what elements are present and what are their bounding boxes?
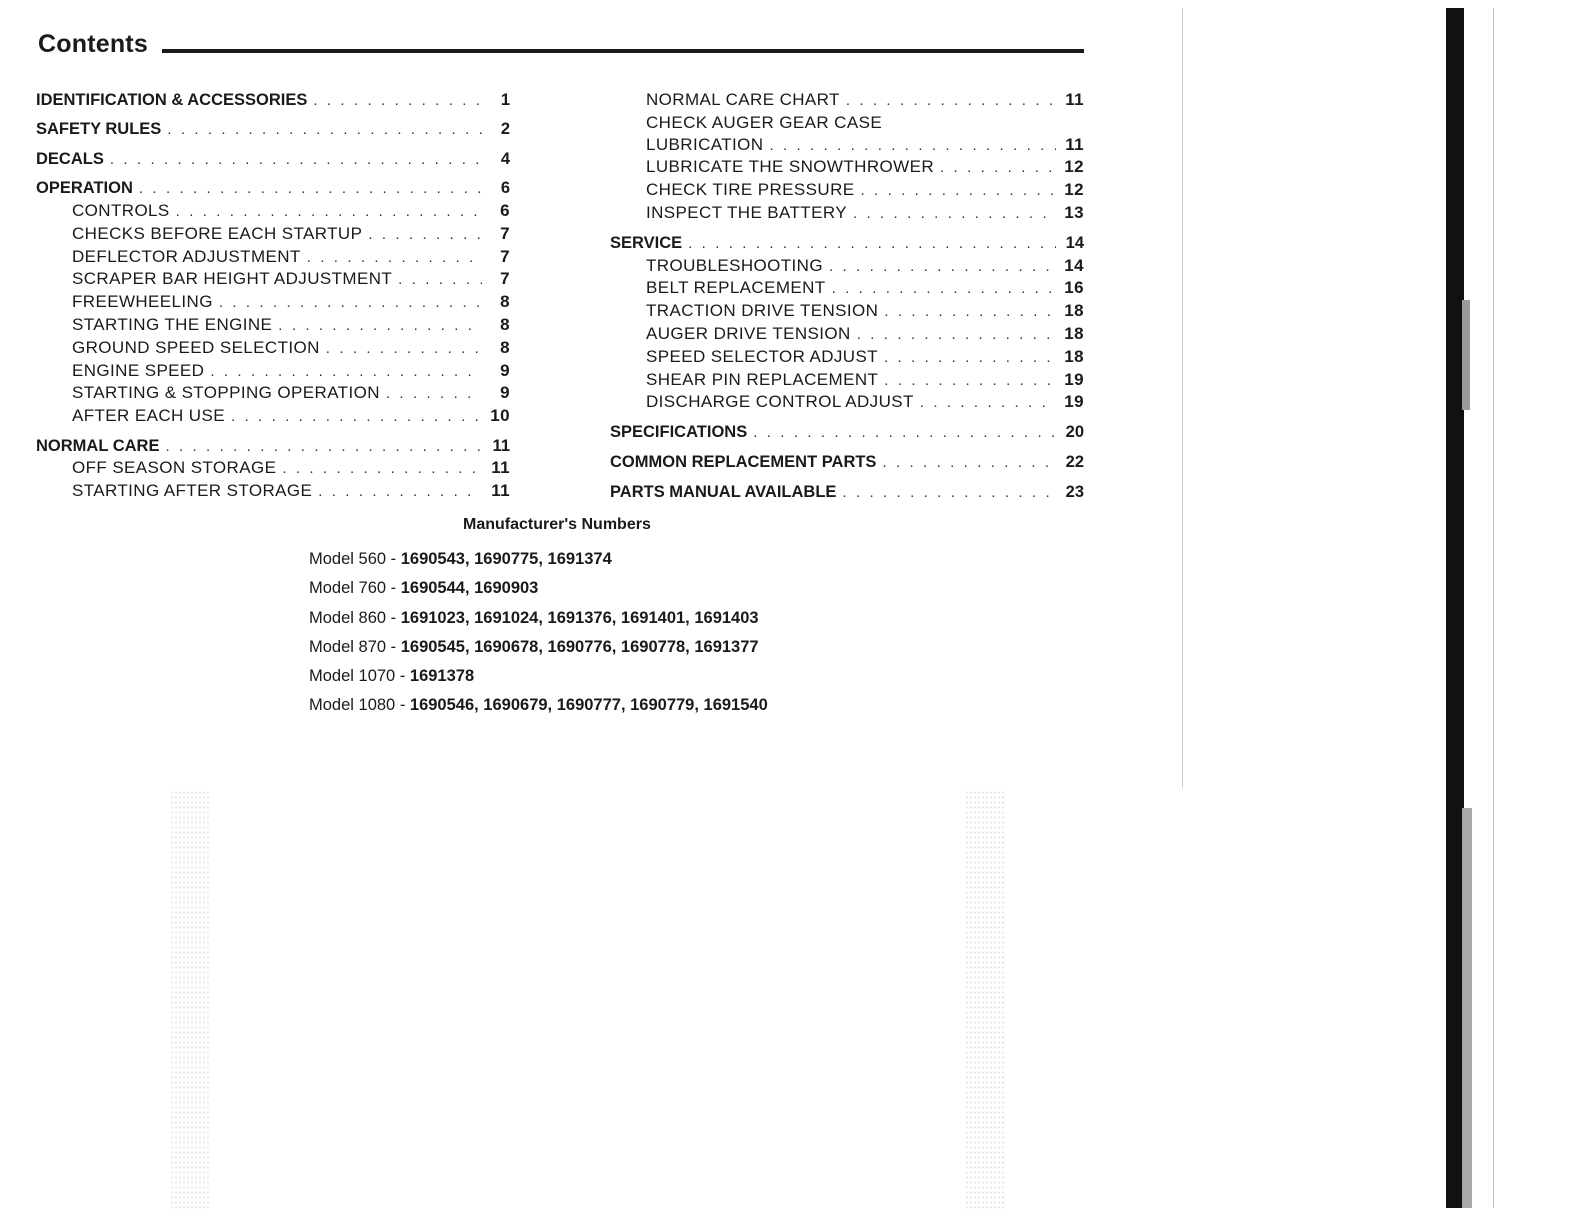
model-name: Model 560 - [309, 550, 401, 568]
leader-dots [769, 135, 1056, 157]
toc-entry-page: 20 [1065, 423, 1084, 442]
toc-entry[interactable] [36, 314, 510, 337]
scan-edge-gray [1462, 300, 1470, 410]
toc-entry-page: 12 [1064, 157, 1084, 177]
toc-entry-label: SAFETY RULES [36, 120, 162, 139]
toc-entry-label: FREEWHEELING [72, 292, 213, 312]
toc-entry[interactable] [610, 277, 1084, 300]
toc-entry-page: 2 [500, 120, 510, 139]
model-numbers: 1691023, 1691024, 1691376, 1691401, 1691403 [400, 608, 759, 627]
model-row [309, 662, 768, 691]
leader-dots [842, 482, 1056, 504]
toc-entry-page: 9 [500, 383, 510, 403]
toc-entry-label: SCRAPER BAR HEIGHT ADJUSTMENT [72, 269, 393, 289]
model-name: Model 870 - [309, 637, 401, 656]
toc-entry-page: 1 [500, 91, 510, 109]
toc-entry[interactable] [36, 382, 510, 405]
toc-entry[interactable] [610, 346, 1084, 369]
toc-entry-page: 7 [500, 223, 510, 243]
leader-dots [313, 90, 482, 112]
model-row [309, 545, 768, 574]
toc-entry-label: DISCHARGE CONTROL ADJUST [646, 392, 914, 412]
toc-entry-page: 11 [491, 481, 510, 501]
model-numbers: 1690545, 1690678, 1690776, 1690778, 1691377 [400, 637, 759, 656]
leader-dots [884, 347, 1056, 369]
model-name: Model 1070 - [309, 667, 410, 686]
toc-entry[interactable] [36, 178, 510, 200]
manufacturer-heading: Manufacturer's Numbers [463, 516, 651, 533]
toc-entry-page: 14 [1064, 255, 1084, 275]
toc-entry-label-line: CHECK AUGER GEAR CASE [646, 112, 883, 132]
toc-entry[interactable] [610, 134, 1084, 157]
toc-entry-page: 8 [500, 292, 510, 312]
toc-entry[interactable] [36, 90, 510, 112]
leader-dots [176, 201, 482, 223]
toc-entry-page: 19 [1064, 392, 1084, 412]
toc-entry[interactable] [610, 233, 1084, 255]
toc-entry-page: 11 [1065, 134, 1084, 154]
toc-entry-page: 8 [500, 314, 510, 334]
toc-entry[interactable] [36, 291, 510, 314]
model-name: Model 1080 - [309, 696, 410, 715]
toc-entry[interactable] [36, 405, 510, 428]
toc-entry-label: GROUND SPEED SELECTION [72, 337, 320, 357]
toc-entry[interactable] [36, 457, 510, 480]
model-name: Model 860 - [309, 608, 401, 627]
toc-entry-label: DEFLECTOR ADJUSTMENT [72, 246, 301, 266]
leader-dots [882, 452, 1056, 474]
model-numbers: 1691378 [409, 667, 475, 686]
toc-entry[interactable] [36, 200, 510, 223]
model-row [309, 633, 768, 662]
leader-dots [832, 278, 1056, 300]
leader-dots [829, 256, 1056, 278]
model-numbers: 1690546, 1690679, 1690777, 1690779, 1691540 [409, 696, 768, 715]
toc-entry[interactable] [36, 360, 510, 383]
toc-entry-page: 19 [1064, 369, 1084, 389]
model-row [309, 574, 768, 603]
toc-entry-page: 22 [1065, 452, 1084, 471]
model-numbers: 1690544, 1690903 [400, 579, 539, 598]
toc-entry-label: PARTS MANUAL AVAILABLE [610, 482, 837, 501]
toc-entry-page: 12 [1064, 180, 1084, 200]
toc-entry-label: OPERATION [36, 179, 133, 198]
toc-entry-label: STARTING AFTER STORAGE [72, 481, 313, 501]
toc-entry[interactable] [36, 119, 510, 141]
toc-entry[interactable] [36, 246, 510, 269]
toc-entry-label: CONTROLS [72, 200, 170, 220]
leader-dots [846, 90, 1056, 112]
toc-entry-page: 16 [1064, 278, 1084, 298]
toc-entry[interactable] [610, 482, 1084, 504]
toc-entry[interactable] [610, 422, 1084, 444]
leader-dots [920, 392, 1056, 414]
toc-entry-page: 18 [1064, 346, 1084, 366]
toc-entry[interactable] [610, 391, 1084, 414]
toc-entry[interactable] [610, 323, 1084, 346]
toc-entry-page: 7 [500, 246, 510, 266]
toc-entry[interactable] [36, 337, 510, 360]
page-fold-line [1182, 8, 1183, 788]
toc-entry-page: 9 [500, 360, 510, 380]
toc-entry-label: CHECK TIRE PRESSURE [646, 180, 855, 200]
toc-entry-label: BELT REPLACEMENT [646, 278, 826, 298]
leader-dots [318, 481, 482, 503]
toc-entry[interactable] [610, 369, 1084, 392]
leader-dots [884, 301, 1056, 323]
toc-entry[interactable] [610, 179, 1084, 202]
toc-entry[interactable] [36, 480, 510, 503]
toc-entry[interactable] [36, 436, 510, 458]
leader-dots [368, 224, 482, 246]
leader-dots [861, 180, 1057, 202]
toc-entry-label: SERVICE [610, 233, 683, 252]
toc-entry[interactable] [610, 452, 1084, 474]
leader-dots [857, 324, 1056, 346]
model-row [309, 604, 768, 633]
toc-entry[interactable] [36, 268, 510, 291]
toc-entry-page: 11 [1065, 90, 1084, 109]
scan-edge-line [1493, 8, 1494, 1208]
leader-dots [278, 315, 482, 337]
scan-noise [170, 790, 210, 1210]
model-name: Model 760 - [309, 579, 401, 598]
leader-dots [210, 361, 482, 383]
model-row [309, 691, 768, 720]
leader-dots [167, 119, 482, 141]
toc-entry[interactable] [610, 89, 1084, 112]
toc-entry-label: LUBRICATE THE SNOWTHROWER [646, 157, 934, 177]
toc-entry-page: 18 [1064, 323, 1084, 343]
toc-entry-label: ENGINE SPEED [72, 360, 205, 380]
toc-entry-label: AFTER EACH USE [72, 406, 225, 426]
toc-entry-label: TROUBLESHOOTING [646, 255, 823, 275]
toc-entry-page: 11 [491, 458, 510, 478]
toc-entry-label: NORMAL CARE [36, 436, 160, 455]
toc-entry-page: 18 [1064, 301, 1084, 321]
toc-entry-label: LUBRICATION [646, 134, 764, 154]
toc-entry[interactable] [610, 202, 1084, 225]
leader-dots [282, 458, 482, 480]
leader-dots [853, 203, 1056, 225]
toc-entry[interactable] [610, 156, 1084, 179]
leader-dots [753, 422, 1056, 444]
leader-dots [219, 292, 482, 314]
toc-left-column [36, 90, 510, 503]
scan-noise [965, 790, 1005, 1210]
page-title: Contents [38, 30, 148, 58]
leader-dots [110, 149, 482, 171]
title-rule [162, 49, 1084, 53]
toc-entry-page: 11 [492, 436, 510, 455]
toc-entry-label: STARTING THE ENGINE [72, 314, 273, 334]
toc-entry-label: COMMON REPLACEMENT PARTS [610, 452, 877, 471]
manufacturer-list [309, 545, 768, 721]
toc-entry-label: INSPECT THE BATTERY [646, 202, 847, 222]
leader-dots [940, 157, 1056, 179]
leader-dots [884, 370, 1056, 392]
model-numbers: 1690543, 1690775, 1691374 [400, 550, 612, 568]
toc-entry-page: 10 [490, 406, 510, 426]
toc-entry-page: 6 [500, 200, 510, 220]
leader-dots [386, 383, 482, 405]
toc-entry-label: SPEED SELECTOR ADJUST [646, 346, 878, 366]
toc-entry[interactable] [36, 149, 510, 171]
leader-dots [688, 233, 1056, 255]
toc-entry-label: STARTING & STOPPING OPERATION [72, 383, 380, 403]
toc-entry-page: 8 [500, 337, 510, 357]
toc-entry-page: 13 [1064, 202, 1084, 222]
toc-entry-label: TRACTION DRIVE TENSION [646, 301, 879, 321]
toc-entry-label: CHECKS BEFORE EACH STARTUP [72, 223, 363, 243]
toc-entry-page: 7 [500, 269, 510, 289]
leader-dots [139, 178, 482, 200]
leader-dots [398, 269, 482, 291]
toc-entry-page: 6 [500, 179, 510, 198]
toc-entry-label: AUGER DRIVE TENSION [646, 323, 851, 343]
leader-dots [326, 338, 482, 360]
toc-entry-label: IDENTIFICATION & ACCESSORIES [36, 91, 308, 109]
scan-edge-gray [1462, 808, 1472, 1208]
toc-entry[interactable] [610, 300, 1084, 323]
toc-right-column [610, 89, 1084, 504]
leader-dots [307, 247, 482, 269]
toc-entry-label: NORMAL CARE CHART [646, 90, 840, 109]
leader-dots [165, 436, 482, 458]
toc-entry-page: 23 [1065, 482, 1084, 501]
toc-entry-page: 4 [500, 149, 510, 168]
toc-entry-page: 14 [1065, 233, 1084, 252]
toc-entry[interactable] [610, 255, 1084, 278]
toc-entry-label: OFF SEASON STORAGE [72, 458, 277, 478]
toc-entry-label: SPECIFICATIONS [610, 423, 748, 442]
toc-entry-label: DECALS [36, 149, 104, 168]
toc-entry[interactable] [36, 223, 510, 246]
leader-dots [231, 406, 482, 428]
toc-entry-label: SHEAR PIN REPLACEMENT [646, 369, 879, 389]
